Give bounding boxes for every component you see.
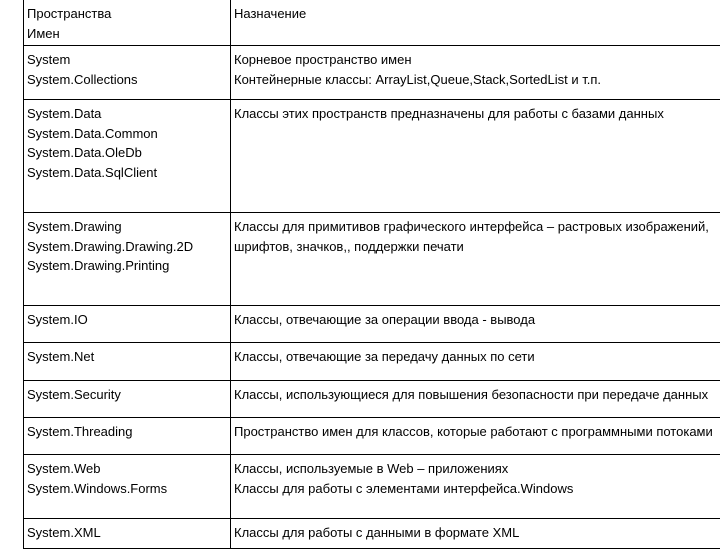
purpose-text: Классы этих пространств предназначены для работы с базами данных — [234, 104, 720, 124]
table-row — [24, 455, 720, 519]
namespace-name: System — [27, 50, 227, 70]
purpose-text: Классы, использующиеся для повышения безопасности при передаче данных — [234, 385, 720, 405]
namespace-name: System.Web — [27, 459, 227, 479]
namespace-name: System.Drawing.Drawing.2D — [27, 237, 227, 257]
purpose-cell — [231, 519, 720, 549]
table-row — [24, 519, 720, 549]
namespace-cell — [24, 46, 231, 100]
namespace-name: System.Data.SqlClient — [27, 163, 227, 183]
table-row — [24, 306, 720, 343]
purpose-text: Классы для работы с элементами интерфейса.Windows — [234, 479, 720, 499]
namespace-cell — [24, 343, 231, 381]
namespace-cell — [24, 306, 231, 343]
purpose-cell — [231, 100, 720, 213]
purpose-text: Классы, отвечающие за операции ввода - вывода — [234, 310, 720, 330]
table-row — [24, 100, 720, 213]
purpose-cell — [231, 213, 720, 306]
namespace-cell — [24, 418, 231, 455]
purpose-text: Корневое пространство имен — [234, 50, 720, 70]
namespace-cell — [24, 381, 231, 418]
purpose-cell — [231, 306, 720, 343]
purpose-cell — [231, 343, 720, 381]
purpose-text: Контейнерные классы: ArrayList,Queue,Stack,SortedList и т.п. — [234, 70, 720, 90]
purpose-cell — [231, 46, 720, 100]
purpose-text: Классы для работы с данными в формате XML — [234, 523, 720, 543]
namespace-name: System.Net — [27, 347, 227, 367]
purpose-text: шрифтов, значков,, поддержки печати — [234, 237, 720, 257]
namespace-name: System.Drawing — [27, 217, 227, 237]
purpose-text: Классы, отвечающие за передачу данных по сети — [234, 347, 720, 367]
table-row — [24, 418, 720, 455]
header-namespaces-cell — [24, 0, 231, 46]
namespace-cell — [24, 519, 231, 549]
header-purpose-label: Назначение — [234, 4, 720, 24]
namespace-name: System.Threading — [27, 422, 227, 442]
purpose-cell — [231, 455, 720, 519]
header-purpose-cell — [231, 0, 720, 46]
header-namespaces-line: Имен — [27, 24, 227, 44]
namespace-name: System.Data.Common — [27, 124, 227, 144]
namespace-cell — [24, 213, 231, 306]
namespace-name: System.Security — [27, 385, 227, 405]
namespaces-table — [23, 0, 720, 549]
namespace-name: System.Data — [27, 104, 227, 124]
namespace-name: System.Collections — [27, 70, 227, 90]
table-row — [24, 213, 720, 306]
purpose-text: Классы, используемые в Web – приложениях — [234, 459, 720, 479]
header-row — [24, 0, 720, 46]
purpose-text: Классы для примитивов графического интерфейса – растровых изображений, — [234, 217, 720, 237]
namespace-name: System.Windows.Forms — [27, 479, 227, 499]
table-row — [24, 343, 720, 381]
namespace-cell — [24, 455, 231, 519]
namespace-name: System.IO — [27, 310, 227, 330]
namespace-name: System.XML — [27, 523, 227, 543]
purpose-cell — [231, 381, 720, 418]
table-row — [24, 381, 720, 418]
namespace-name: System.Data.OleDb — [27, 143, 227, 163]
namespace-name: System.Drawing.Printing — [27, 256, 227, 276]
table-row — [24, 46, 720, 100]
header-namespaces-line: Пространства — [27, 4, 227, 24]
purpose-cell — [231, 418, 720, 455]
namespace-cell — [24, 100, 231, 213]
purpose-text: Пространство имен для классов, которые работают с программными потоками — [234, 422, 720, 442]
